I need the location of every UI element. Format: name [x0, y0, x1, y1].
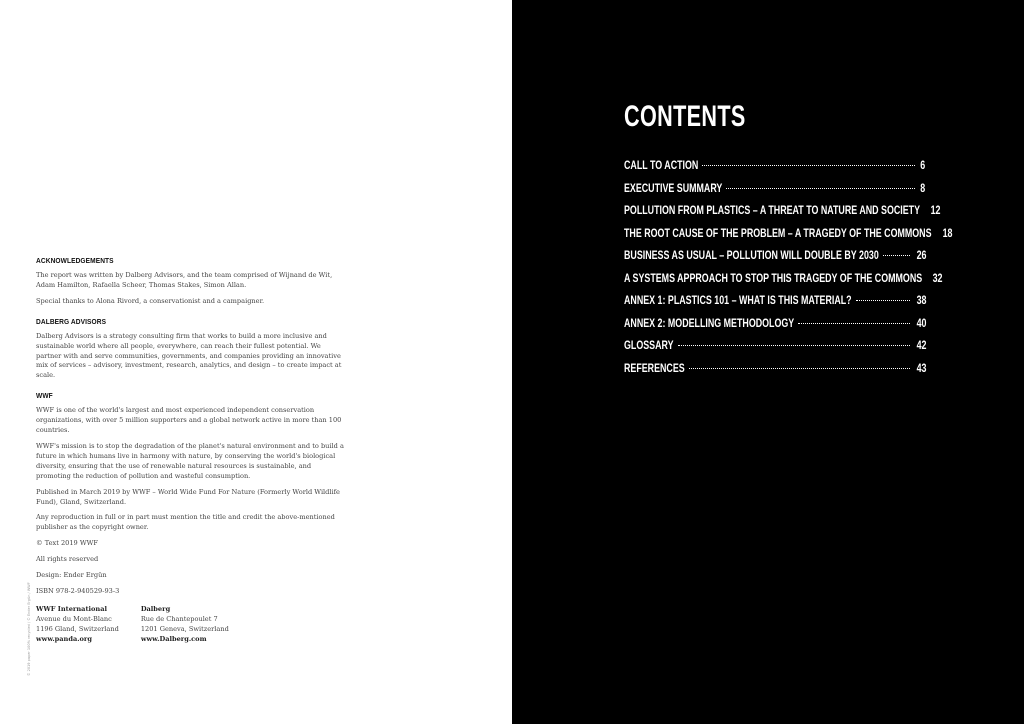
dalberg-address-line2: 1201 Geneva, Switzerland [140, 624, 229, 633]
wwf-website-link[interactable]: www.panda.org [36, 634, 92, 643]
toc-entry-root-cause[interactable] [624, 225, 952, 249]
credits-column [36, 256, 346, 644]
dalberg-website-link[interactable]: www.Dalberg.com [140, 634, 207, 643]
toc-leader-dots [798, 323, 910, 324]
toc-leader-dots [883, 255, 910, 256]
toc-label: BUSINESS AS USUAL – POLLUTION WILL DOUBLE BY 2030 [624, 248, 879, 262]
wwf-address [36, 605, 119, 645]
toc-page-number: 12 [930, 203, 941, 217]
table-of-contents [624, 158, 952, 383]
acknowledgements-section [36, 256, 346, 307]
toc-leader-dots [678, 345, 911, 346]
wwf-mission-paragraph: WWF's mission is to stop the degradation of the planet's natural environment and to build a future in which humans live in harmony with nature, by conserving the world's biological diversity, ensuring that the use of renewable natural resources is sustainable, and promoting the reduction of pollution and wasteful consumption. [36, 441, 344, 480]
wwf-heading: WWF [36, 391, 53, 401]
toc-page-number: 42 [916, 338, 927, 352]
dalberg-address [141, 605, 229, 645]
toc-page-number: 43 [916, 360, 927, 375]
toc-page-number: 32 [932, 270, 943, 285]
wwf-address-line1: Avenue du Mont-Blanc [36, 614, 112, 623]
addresses [36, 605, 346, 645]
reproduction-paragraph: Any reproduction in full or in part must mention the title and credit the above-mentioned publisher as the copyright owner. [36, 513, 335, 532]
toc-entry-glossary[interactable] [624, 338, 927, 361]
toc-page-number: 38 [916, 293, 927, 307]
toc-label: THE ROOT CAUSE OF THE PROBLEM – A TRAGEDY OF THE COMMONS [624, 225, 932, 240]
dalberg-section [36, 317, 346, 382]
toc-label: REFERENCES [624, 360, 685, 375]
toc-entry-business-as-usual[interactable] [624, 248, 927, 271]
toc-label: POLLUTION FROM PLASTICS – A THREAT TO NATURE AND SOCIETY [624, 203, 921, 217]
toc-page-number: 6 [920, 158, 926, 172]
toc-page-number: 18 [942, 225, 952, 240]
toc-page-number: 40 [916, 315, 927, 330]
acknowledgements-heading: ACKNOWLEDGEMENTS [36, 256, 114, 265]
toc-entry-pollution-from-plastics[interactable] [624, 203, 941, 226]
toc-leader-dots [689, 368, 910, 369]
toc-label: ANNEX 1: PLASTICS 101 – WHAT IS THIS MATERIAL? [624, 293, 852, 307]
toc-leader-dots [856, 300, 911, 301]
toc-label: A SYSTEMS APPROACH TO STOP THIS TRAGEDY OF THE COMMONS [624, 270, 923, 285]
contents-title: CONTENTS [624, 100, 746, 133]
special-thanks-paragraph: Special thanks to Alona Rivord, a conservationist and a campaigner. [36, 296, 265, 305]
design-credit: Design: Ender Ergün [36, 571, 107, 580]
toc-entry-annex-1[interactable] [624, 293, 927, 316]
wwf-intro-paragraph: WWF is one of the world's largest and most experienced independent conservation organizations, with over 5 million supporters and a global network active in more than 100 countries. [36, 406, 342, 435]
toc-entry-references[interactable] [624, 360, 927, 384]
toc-page-number: 8 [920, 180, 926, 195]
dalberg-address-name: Dalberg [140, 604, 171, 613]
toc-label: EXECUTIVE SUMMARY [624, 180, 723, 195]
toc-entry-call-to-action[interactable] [624, 158, 924, 181]
wwf-address-name: WWF International [36, 604, 107, 613]
toc-leader-dots [702, 165, 915, 166]
isbn-text: ISBN 978-2-940529-93-3 [36, 586, 120, 595]
copyright-text: © Text 2019 WWF [36, 539, 98, 548]
toc-entry-executive-summary[interactable] [624, 181, 924, 204]
vertical-credit: © 2019 paper 100% recycled / © Ender Ergün / WWF [27, 582, 31, 676]
rights-text: All rights reserved [36, 555, 99, 564]
acknowledgements-paragraph: The report was written by Dalberg Advisors, and the team comprised of Wijnand de Wit, Adam Hamilton, Rafaella Scheer, Thomas Stakes, Simon Allan. [36, 271, 333, 289]
dalberg-paragraph: Dalberg Advisors is a strategy consulting firm that works to build a more inclusive and sustainable world where all people, everywhere, can reach their fullest potential. We partner with and serve communities, governments, and companies providing an innovative mix of services – advisory, investment, research, analytics, and design – to create impact at scale. [36, 331, 342, 380]
published-paragraph: Published in March 2019 by WWF – World Wide Fund For Nature (Formerly World Wildlife Fund), Gland, Switzerland. [36, 487, 340, 506]
toc-leader-dots [726, 188, 915, 189]
dalberg-heading: DALBERG ADVISORS [36, 316, 107, 326]
toc-entry-annex-2[interactable] [624, 315, 927, 339]
toc-label: ANNEX 2: MODELLING METHODOLOGY [624, 315, 795, 330]
toc-entry-systems-approach[interactable] [624, 270, 943, 294]
wwf-address-line2: 1196 Gland, Switzerland [36, 624, 119, 633]
wwf-section [36, 391, 346, 597]
dalberg-address-line1: Rue de Chantepoulet 7 [140, 614, 218, 623]
toc-label: GLOSSARY [624, 338, 674, 352]
toc-page-number: 26 [916, 248, 927, 262]
toc-label: CALL TO ACTION [624, 158, 699, 172]
